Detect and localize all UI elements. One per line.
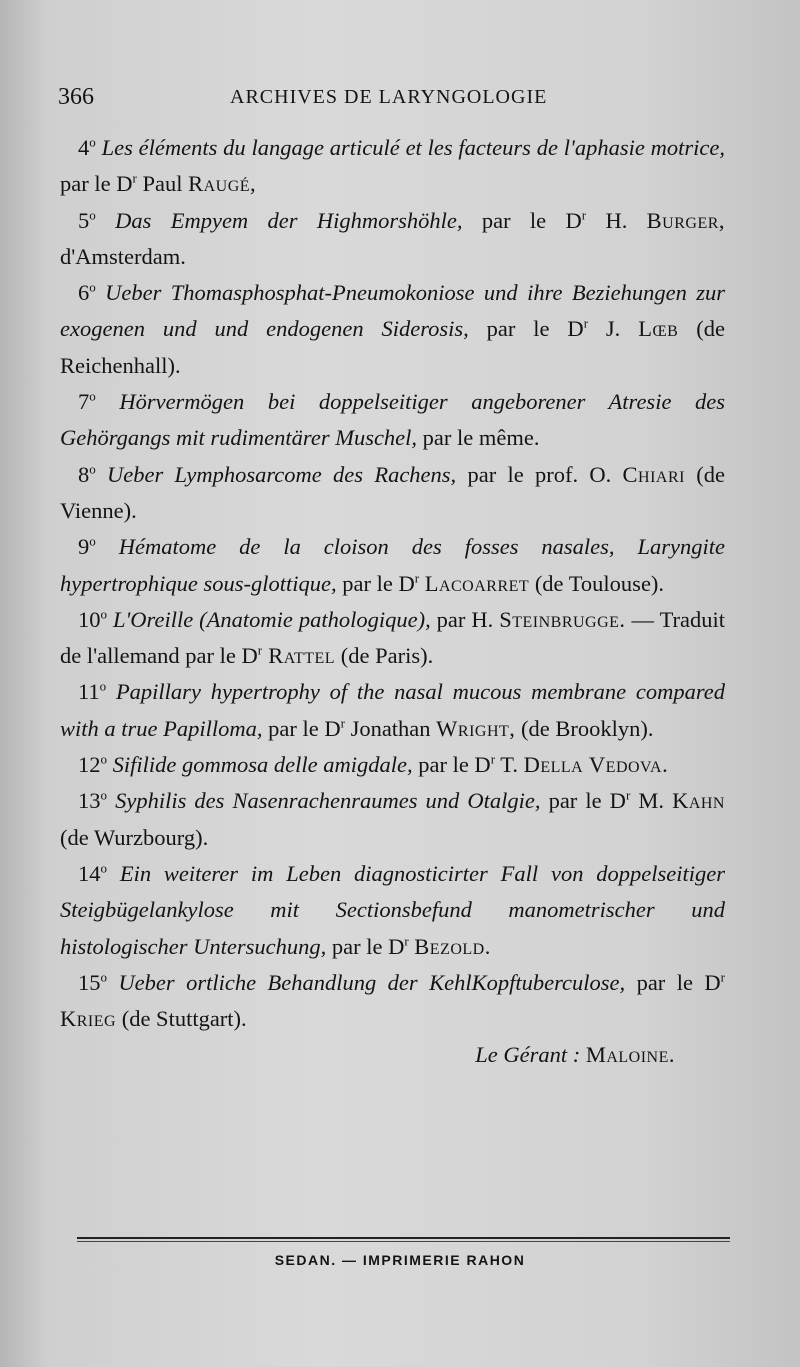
author-name: Paul xyxy=(136,171,189,197)
entry-title: Papillary hypertrophy of the nasal mucous membrane compared with a true Papilloma, xyxy=(60,679,725,741)
signature-label: Le Gérant : xyxy=(475,1042,581,1068)
superscript: r xyxy=(490,751,496,767)
list-item: 4$^o$ Les éléments du langage articulé et les facteurs de l'aphasie motrice, par le $D^r$ Paul Raugé, xyxy=(60,134,725,197)
entry-title: Ueber Lymphosarcome des Rachens, xyxy=(107,461,457,487)
entry-number: 13 xyxy=(78,788,101,814)
entry-rest: (de Wurzbourg). xyxy=(60,824,209,850)
entry-byline: par le D xyxy=(540,788,626,814)
footer-rule-thin xyxy=(77,1241,730,1242)
list-item: 15$^o$ Ueber ortliche Behandlung der KehlKopftuberculose, par le $D^r$ Krieg (de Stuttgart). xyxy=(60,969,726,1032)
author-surname: Lœb xyxy=(638,316,679,342)
superscript: r xyxy=(132,170,137,186)
entry-rest: (de Reichenhall). xyxy=(60,316,725,378)
entry-rest: (de Brooklyn). xyxy=(515,715,654,741)
author-name: Jonathan xyxy=(344,715,437,741)
superscript: r xyxy=(257,642,263,658)
entry-number: 12 xyxy=(78,752,101,778)
superscript: r xyxy=(404,933,409,949)
entry-byline: par le D xyxy=(468,316,584,342)
entry-number: 6 xyxy=(78,280,90,306)
entry-rest: (de Vienne). xyxy=(60,461,725,523)
entry-rest: (de Paris). xyxy=(335,643,434,669)
list-item: 11$^o$ Papillary hypertrophy of the nasal mucous membrane compared with a true Papilloma, par le $D^r$ Jonathan Wright, (de Brooklyn). xyxy=(60,678,725,741)
translator-surname: Rattel xyxy=(262,643,336,669)
author-surname: Burger, xyxy=(646,207,726,233)
author-surname: Raugé, xyxy=(188,171,257,197)
author-surname: Steinbrugge. xyxy=(499,606,626,632)
list-item: 13$^o$ Syphilis des Nasenrachenraumes und Otalgie, par le $D^r$ M. Kahn (de Wurzbourg). xyxy=(60,787,725,850)
entry-title: L'Oreille (Anatomie pathologique), xyxy=(112,606,431,632)
entry-number: 14 xyxy=(78,860,101,886)
entry-title: Ueber Thomasphosphat-Pneumokoniose und ihre Beziehungen zur exogenen und und endogenen Siderosis, xyxy=(60,280,725,342)
entry-number: 5 xyxy=(78,207,90,233)
page-number: 366 xyxy=(58,84,94,110)
entry-number: 7 xyxy=(78,389,90,415)
entry-byline: par le D xyxy=(326,933,405,959)
entry-title: Das Empyem der Highmorshöhle, xyxy=(115,207,463,233)
entry-byline: par le D xyxy=(336,570,415,596)
entry-rest: (de Stuttgart). xyxy=(116,1006,247,1032)
entry-title: Hématome de la cloison des fosses nasales, Laryngite hypertrophique sous-glottique, xyxy=(60,534,726,596)
entry-number: 11 xyxy=(78,679,100,705)
signature-name: Maloine. xyxy=(585,1042,675,1068)
author-surname: Chiari xyxy=(622,461,685,487)
author-surname: Lacoarret xyxy=(424,570,530,596)
list-item: 10$^o$ L'Oreille (Anatomie pathologique), par H. Steinbrugge. — Traduit de l'allemand par le $D^r$ Rattel (de Paris). xyxy=(60,606,726,669)
entry-title: Ueber ortliche Behandlung der KehlKopftuberculose, xyxy=(118,969,626,995)
entry-translation-note: — Traduit de l'allemand par le D xyxy=(60,606,726,669)
superscript: r xyxy=(340,715,345,731)
entry-byline: par le D xyxy=(412,752,491,778)
entry-rest: d'Amsterdam. xyxy=(60,243,186,269)
entry-byline: par le D xyxy=(60,171,133,197)
printer-imprint: SEDAN. — IMPRIMERIE RAHON xyxy=(274,1252,526,1268)
author-surname: Krieg xyxy=(60,1006,117,1032)
entry-byline: par le prof. O. xyxy=(456,461,623,487)
list-item: 5$^o$ Das Empyem der Highmorshöhle, par le $D^r$ H. Burger, d'Amsterdam. xyxy=(60,207,726,269)
author-surname: Bezold. xyxy=(414,933,491,959)
superscript: r xyxy=(583,315,589,331)
running-title: ARCHIVES DE LARYNGOLOGIE xyxy=(230,86,548,108)
entry-rest: (de Toulouse). xyxy=(529,570,665,596)
running-header xyxy=(58,84,740,114)
author-surname: Kahn xyxy=(672,788,725,814)
superscript: r xyxy=(625,787,631,803)
entry-number: 9 xyxy=(78,534,90,560)
list-item: 8$^o$ Ueber Lymphosarcome des Rachens, par le prof. O. Chiari (de Vienne). xyxy=(60,461,725,523)
entry-title: Sifilide gommosa delle amigdale, xyxy=(112,752,413,778)
list-item: 6$^o$ Ueber Thomasphosphat-Pneumokoniose und ihre Beziehungen zur exogenen und und endogenen Siderosis, par le $D^r$ J. Lœb (de Reichenhall). xyxy=(60,279,725,378)
entry-byline: par le D xyxy=(625,969,721,995)
entry-byline: par le D xyxy=(462,207,582,233)
entry-number: 8 xyxy=(78,461,90,487)
superscript: r xyxy=(581,207,587,223)
entry-title: Syphilis des Nasenrachenraumes und Otalgie, xyxy=(115,788,541,814)
entry-number: 4 xyxy=(78,135,90,160)
list-item: 14$^o$ Ein weiterer im Leben diagnosticirter Fall von doppelseitiger Steigbügelankylose mit Sectionsbefund manometrischer und histologischer Untersuchung, par le $D^r$ Bezold. xyxy=(60,860,726,959)
author-surname: Wright, xyxy=(436,715,516,741)
entry-byline: par le D xyxy=(262,715,341,741)
footer-rule xyxy=(77,1237,730,1239)
author-name: J. xyxy=(588,316,639,342)
signature xyxy=(60,1037,725,1073)
list-item: 12$^o$ Sifilide gommosa delle amigdale, par le $D^r$ T. Della Vedova. xyxy=(78,751,669,778)
entry-title: Ein weiterer im Leben diagnosticirter Fall von doppelseitiger Steigbügelankylose mit Sectionsbefund manometrischer und histologischer Untersuchung, xyxy=(60,860,726,959)
entry-number: 15 xyxy=(78,969,101,995)
superscript: r xyxy=(720,969,726,985)
entry-number: 10 xyxy=(78,606,101,632)
entry-rest: par le même. xyxy=(417,425,540,451)
entry-title: Les éléments du langage articulé et les facteurs de l'aphasie motrice, xyxy=(101,135,725,160)
list-item: 7$^o$ Hörvermögen bei doppelseitiger angeborener Atresie des Gehörgangs mit rudimentärer Muschel, par le même. xyxy=(60,388,725,451)
author-name: M. xyxy=(630,788,673,814)
author-name: T. xyxy=(495,752,524,778)
author-surname: Della Vedova. xyxy=(523,752,669,778)
superscript: r xyxy=(414,570,420,586)
list-item: 9$^o$ Hématome de la cloison des fosses nasales, Laryngite hypertrophique sous-glottique, par le $D^r$ Lacoarret (de Toulouse). xyxy=(60,533,726,596)
entry-byline: par H. xyxy=(430,606,500,632)
entry-list xyxy=(60,130,725,1074)
entry-title: Hörvermögen bei doppelseitiger angeborener Atresie des Gehörgangs mit rudimentärer Muschel, xyxy=(60,389,725,451)
author-name: H. xyxy=(586,207,647,233)
